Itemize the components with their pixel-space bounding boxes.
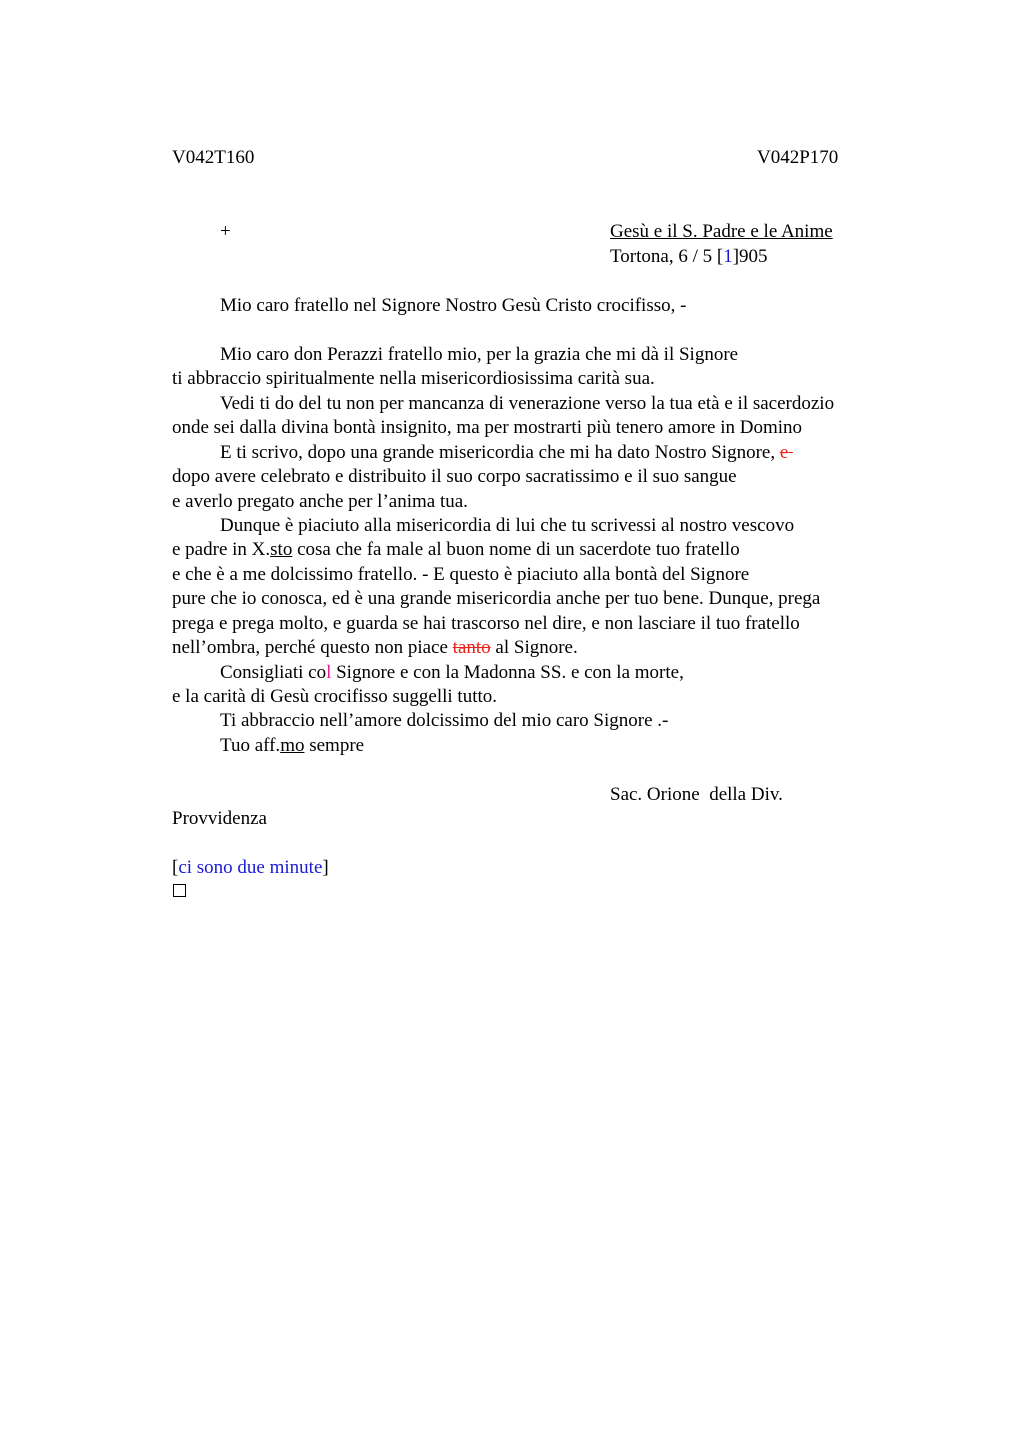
body-text: sempre — [304, 735, 365, 756]
body-line: onde sei dalla divina bontà insignito, ma per mostrarti più tenero amore in Domino — [172, 417, 803, 438]
body-line: dopo avere celebrato e distribuito il suo corpo sacratissimo e il suo sangue — [172, 466, 737, 487]
body-line — [220, 661, 684, 685]
header-left-code: V042T160 — [172, 147, 255, 168]
body-line: e che è a me dolcissimo fratello. - E questo è piaciuto alla bontà del Signore — [172, 564, 750, 585]
body-line — [220, 441, 793, 465]
header-right-code: V042P170 — [757, 147, 839, 168]
letter-subject: Gesù e il S. Padre e le Anime — [610, 221, 833, 242]
body-line: ti abbraccio spiritualmente nella misericordiosissima carità sua. — [172, 368, 655, 389]
body-line: Vedi ti do del tu non per mancanza di venerazione verso la tua età e il sacerdozio — [220, 393, 835, 414]
body-line: e la carità di Gesù crocifisso suggelli tutto. — [172, 686, 498, 707]
body-line: e averlo pregato anche per l’anima tua. — [172, 491, 468, 512]
body-text: nell’ombra, perché questo non piace — [172, 637, 453, 658]
closing-line — [220, 734, 364, 758]
note-bracket-open: [ — [172, 857, 179, 878]
body-line: pure che io conosca, ed è una grande misericordia anche per tuo bene. Dunque, prega — [172, 588, 821, 609]
cross-mark: + — [220, 221, 231, 242]
body-text: al Signore. — [490, 637, 578, 658]
body-line — [172, 636, 578, 660]
body-text: Signore e con la Madonna SS. e con la morte, — [331, 662, 684, 683]
body-line — [172, 538, 740, 562]
signature-line-2: Provvidenza — [172, 808, 267, 829]
body-text: Tuo aff. — [220, 735, 281, 756]
note-bracket-close: ] — [322, 857, 329, 878]
date-editorial-digit: 1 — [723, 246, 733, 267]
body-line: prega e prega molto, e guarda se hai trascorso nel dire, e non lasciare il tuo fratello — [172, 613, 800, 634]
body-line: Dunque è piaciuto alla misericordia di lui che tu scrivessi al nostro vescovo — [220, 515, 795, 536]
corrected-letter: l — [326, 662, 332, 683]
salutation: Mio caro fratello nel Signore Nostro Gesù Cristo crocifisso, - — [220, 295, 687, 316]
body-text: E ti scrivo, dopo una grande misericordia che mi ha dato Nostro Signore, — [220, 442, 780, 463]
body-text: Consigliati co — [220, 662, 327, 683]
deleted-text: e — [779, 442, 794, 463]
date-prefix: Tortona, 6 / 5 [ — [610, 246, 724, 267]
body-line: Ti abbraccio nell’amore dolcissimo del mio caro Signore .- — [220, 710, 669, 731]
underlined-abbrev: sto — [270, 539, 293, 560]
underlined-abbrev: mo — [280, 735, 305, 756]
body-text: e padre in X. — [172, 539, 271, 560]
editorial-note — [172, 856, 329, 880]
body-line: Mio caro don Perazzi fratello mio, per la grazia che mi dà il Signore — [220, 344, 739, 365]
empty-checkbox-icon — [173, 884, 186, 897]
letter-date — [610, 245, 768, 269]
deleted-text: tanto — [452, 637, 491, 658]
date-suffix: ]905 — [732, 246, 768, 267]
note-text: ci sono due minute — [178, 857, 323, 878]
body-text: cosa che fa male al buon nome di un sacerdote tuo fratello — [292, 539, 740, 560]
signature-line-1: Sac. Orione della Div. — [610, 784, 783, 805]
